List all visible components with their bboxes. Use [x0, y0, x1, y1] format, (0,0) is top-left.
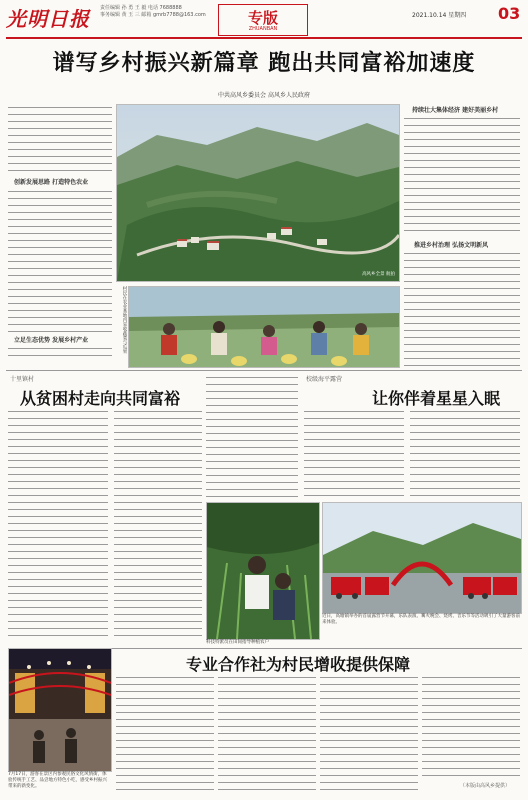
article-text — [8, 345, 112, 359]
section-title: 专版 — [247, 9, 278, 27]
festival-photo-art — [323, 503, 521, 613]
issue-date: 2021.10.14 星期四 — [412, 12, 467, 19]
farmers-photo-caption: 村民在农业基地内采收蔬菜与瓜果 — [122, 286, 127, 354]
meta-line-1: 责任编辑 孙 勇 王 毅 电话 7688888 — [100, 5, 182, 11]
article-text — [404, 115, 520, 237]
article-text — [422, 674, 520, 778]
subhead-right-2: 推进乡村治理 弘扬文明新风 — [414, 242, 489, 249]
field-expert-photo — [206, 502, 320, 640]
field-photo-caption: 科技特派员在田间指导种植农户 — [206, 640, 269, 645]
farmers-photo-art — [129, 287, 399, 367]
article-text — [116, 674, 214, 790]
article-text — [410, 408, 520, 498]
masthead-rule — [6, 37, 522, 39]
subhead-1: 创新发展思路 打造特色农业 — [14, 179, 89, 186]
meta-line-2: 事务编辑 黄 玉 三 邮箱 gmrb7788@163.com — [100, 12, 206, 18]
aerial-village-photo — [116, 104, 400, 282]
article-text — [114, 408, 202, 640]
article-text — [8, 188, 112, 332]
farmers-harvest-photo — [128, 286, 400, 368]
article-text — [404, 250, 520, 366]
subhead-right-1: 持续壮大集体经济 建好美丽乡村 — [412, 107, 499, 114]
section-title-en: ZHUANBAN — [248, 26, 278, 32]
aerial-photo-art — [117, 105, 399, 281]
folk-street-caption: 7月17日，游客在景区内参观民俗文化风情街，体验传统手工艺、品尝地方特色小吃，感受乡村振兴带来的新变化。 — [8, 772, 107, 789]
right-section-headline: 让你伴着星星入眠 — [372, 389, 501, 408]
festival-photo-caption: 近日，高塘镇举办的首届露营节开幕，乐队表演、篝火晚会、烧烤、音乐节等活动吸引了大量游客前来体验。 — [322, 614, 520, 625]
subhead-2: 立足生态优势 发展乡村产业 — [14, 337, 89, 344]
page-number: 03 — [498, 4, 521, 23]
signoff-note: （本版由高风乡提供） — [460, 783, 511, 789]
aerial-photo-caption: 高风乡全景 航拍 — [362, 272, 395, 277]
section-divider — [6, 370, 522, 371]
article-text — [8, 104, 112, 172]
article-text — [218, 674, 316, 790]
camping-festival-photo — [322, 502, 522, 614]
masthead-meta — [100, 5, 210, 19]
article-text — [304, 408, 404, 498]
article-text — [206, 374, 298, 498]
left-section-kicker: 十里镇村 — [10, 376, 35, 383]
newspaper-logo: 光明日报 — [6, 7, 90, 31]
section-label — [218, 4, 308, 36]
right-section-kicker: 校级海平露营 — [306, 376, 343, 383]
folk-street-art — [9, 649, 111, 771]
folk-street-photo — [8, 648, 112, 772]
field-photo-art — [207, 503, 319, 639]
article-text — [8, 408, 108, 640]
main-headline: 谱写乡村振兴新篇章 跑出共同富裕加速度 — [52, 50, 476, 76]
left-section-headline: 从贫困村走向共同富裕 — [20, 389, 181, 408]
article-text — [320, 674, 418, 790]
main-byline: 中共高风乡委员会 高风乡人民政府 — [218, 92, 310, 99]
section-divider — [112, 648, 522, 649]
bottom-headline: 专业合作社为村民增收提供保障 — [186, 655, 411, 674]
